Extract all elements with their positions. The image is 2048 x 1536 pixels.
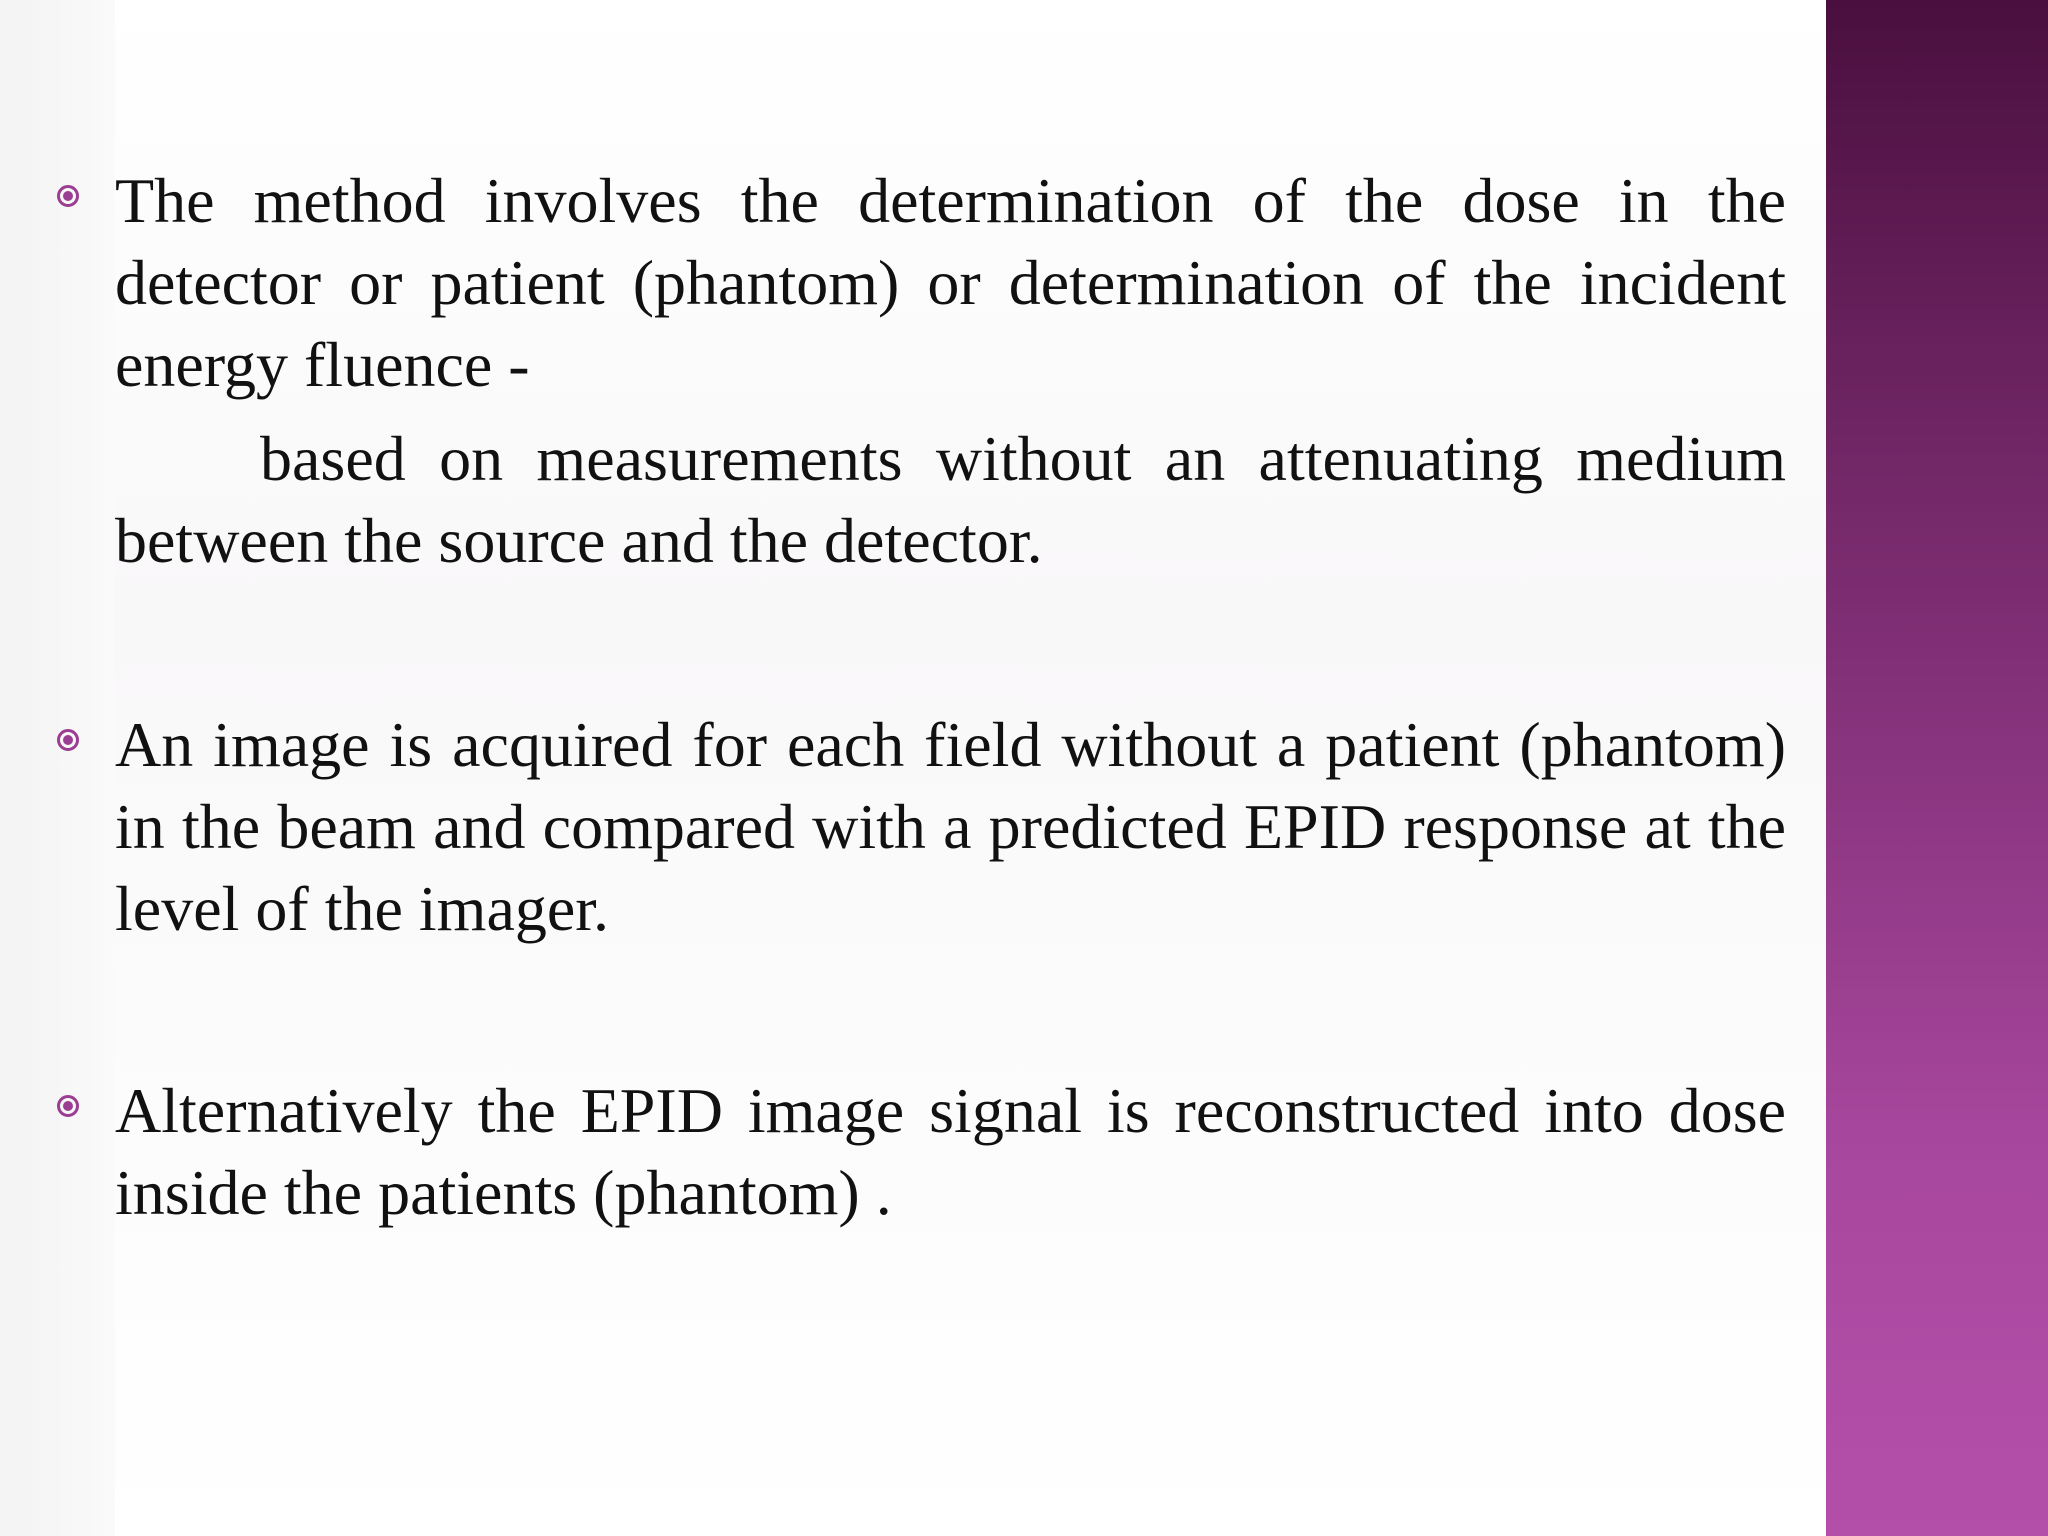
side-decoration-band [1826,0,2048,1536]
slide-content [115,160,1786,1234]
bullet-item [115,704,1786,950]
bullet-text: Alternatively the EPID image signal is reconstructed into dose inside the patients (phantom) . [115,1075,1786,1228]
circle-dot-bullet-icon [57,729,79,751]
circle-dot-bullet-icon [57,1095,79,1117]
left-shade [0,0,115,1536]
bullet-text: An image is acquired for each field without a patient (phantom) in the beam and compared with a predicted EPID response at the level of the imager. [115,709,1786,944]
bullet-item [115,1070,1786,1234]
circle-dot-bullet-icon [57,185,79,207]
bullet-continuation-text: based on measurements without an attenuating medium between the source and the detector. [115,423,1786,576]
bullet-item [115,160,1786,582]
bullet-text: The method involves the determination of the dose in the detector or patient (phantom) or determination of the incident energy fluence - [115,165,1786,400]
